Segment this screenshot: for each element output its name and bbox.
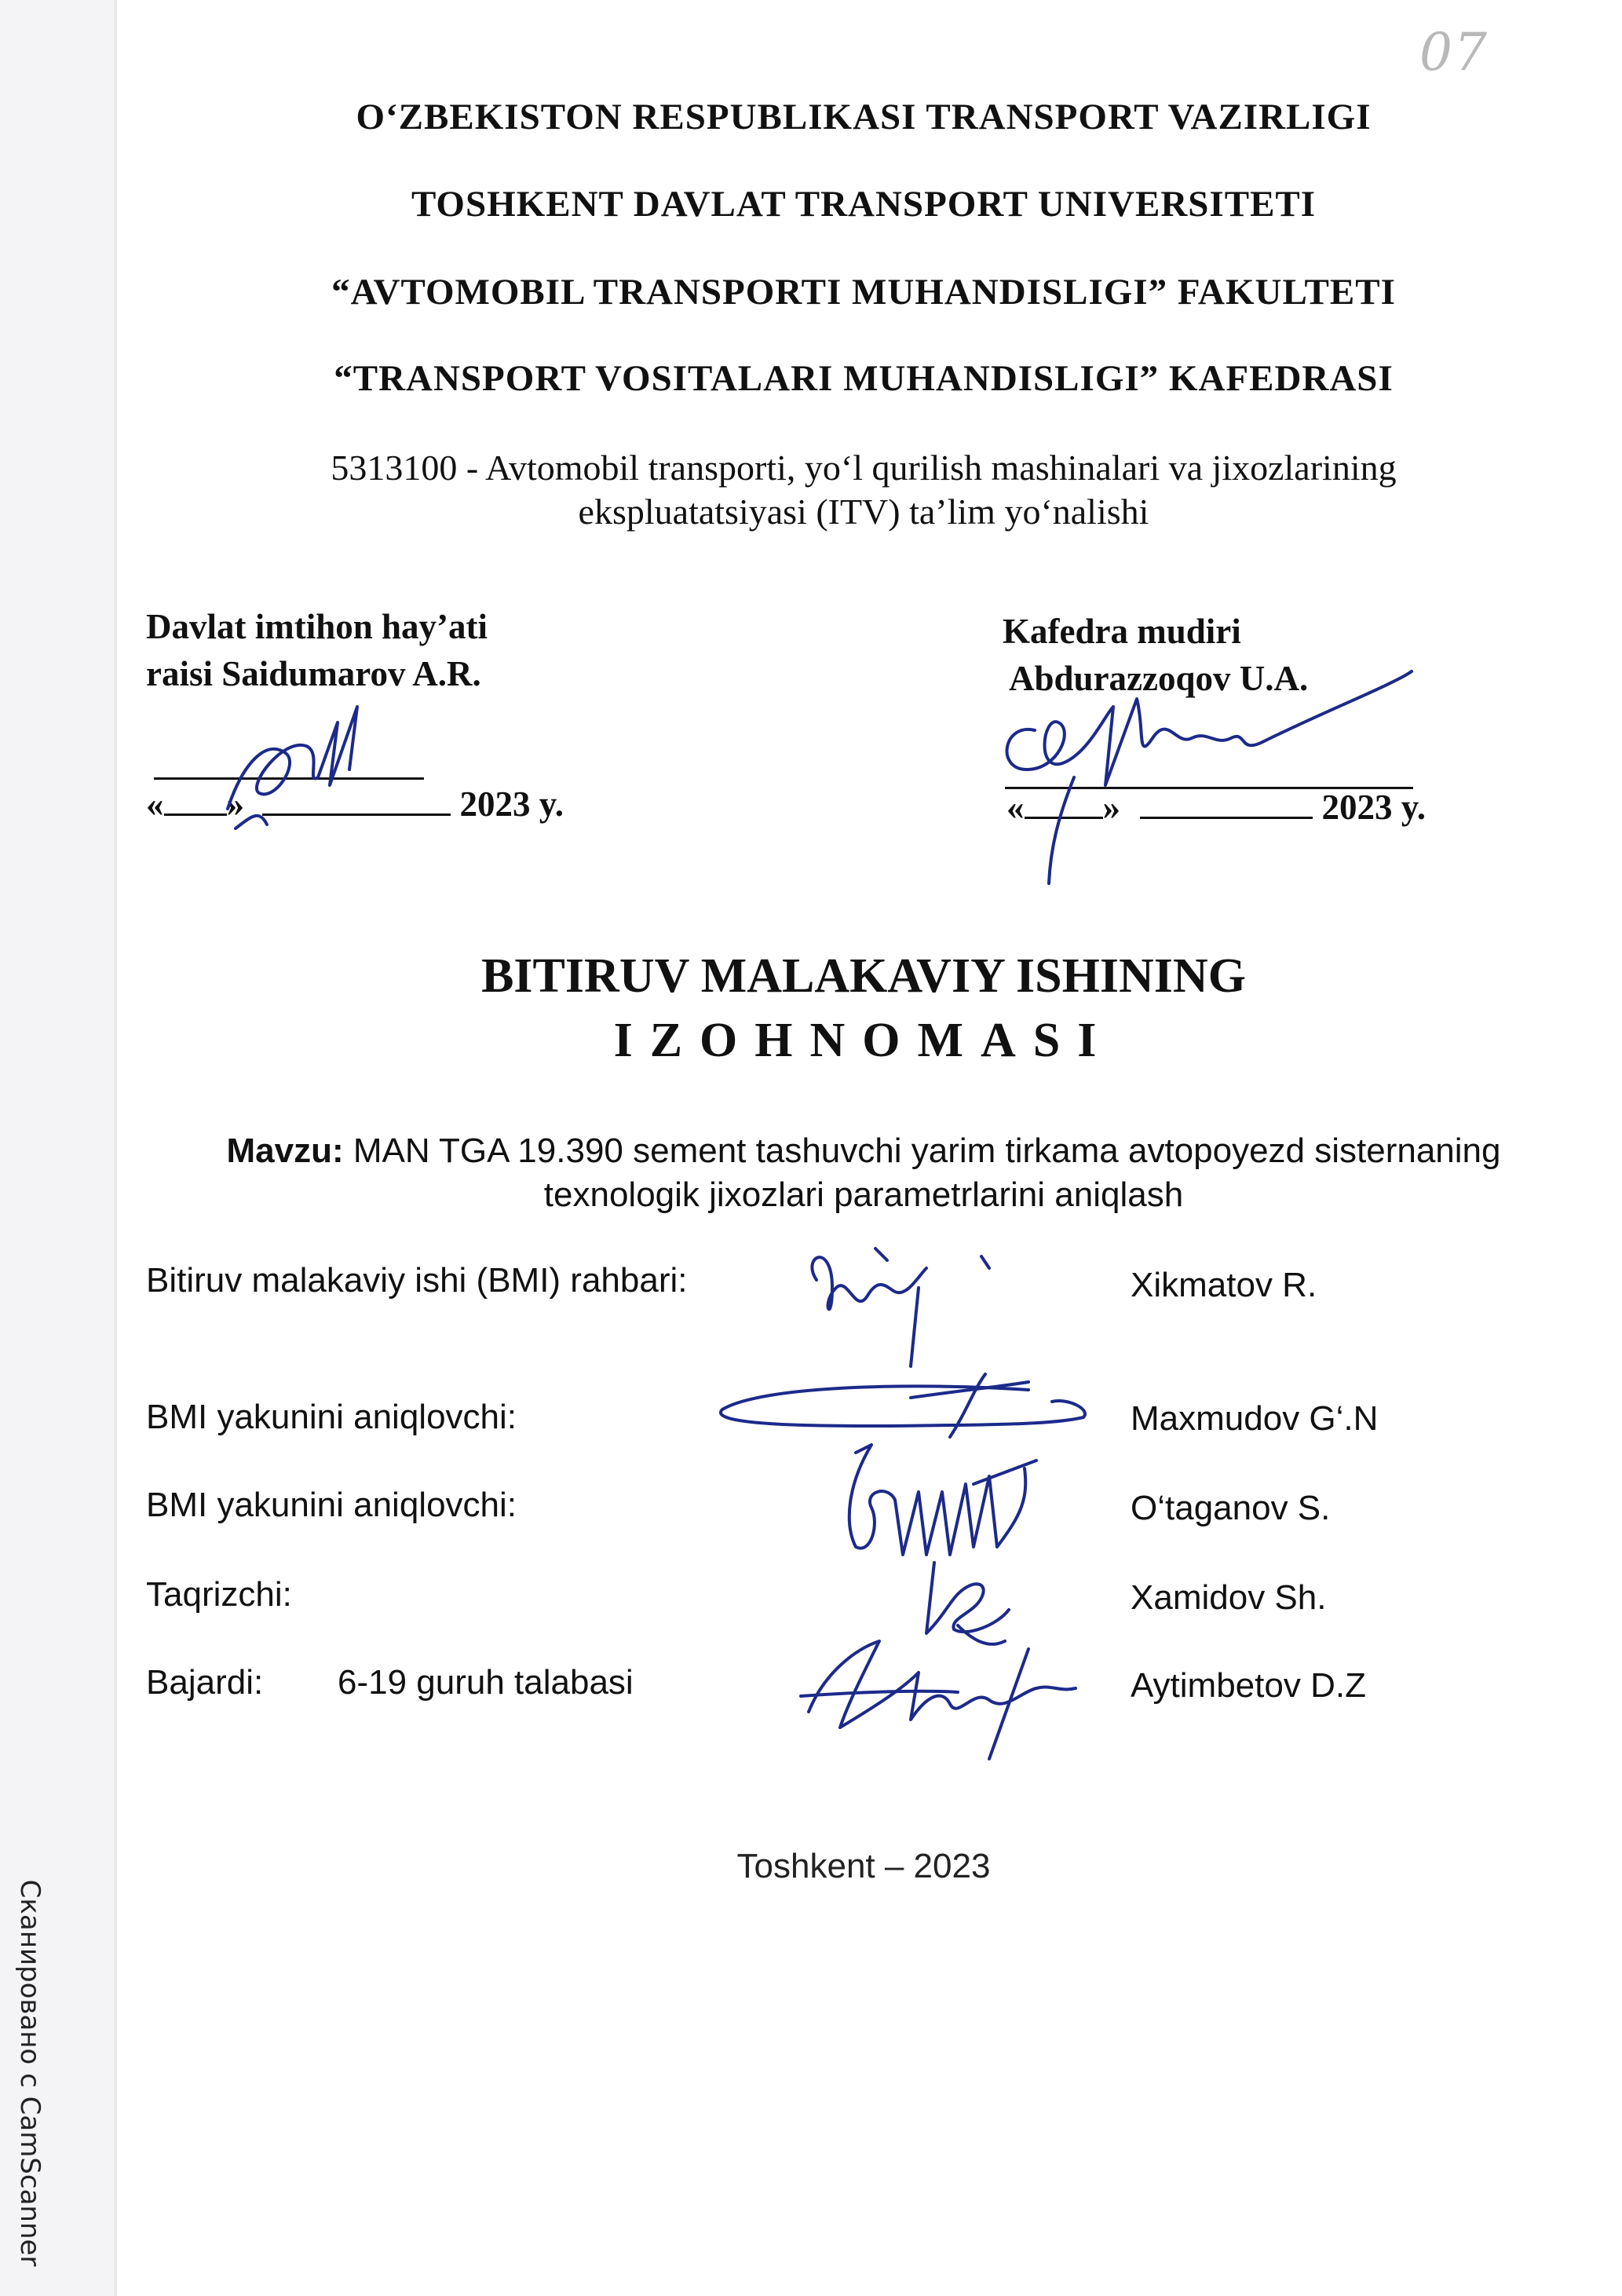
- year-right: 2023 y.: [1321, 788, 1427, 827]
- role-label-examiner-2: BMI yakunini aniqlovchi:: [146, 1486, 517, 1524]
- role-name-examiner-1: Maxmudov G‘.N: [1131, 1399, 1379, 1438]
- approval-left: [146, 603, 488, 697]
- role-label-examiner-1: BMI yakunini aniqlovchi:: [146, 1398, 517, 1436]
- camscanner-watermark: [6, 1869, 53, 2277]
- topic-label: Mavzu:: [226, 1132, 344, 1170]
- role-name-examiner-2: O‘taganov S.: [1131, 1489, 1331, 1527]
- role-name-performer: Aytimbetov D.Z: [1131, 1666, 1366, 1705]
- specialty-line-2: ekspluatatsiyasi (ITV) ta’lim yo‘nalishi: [578, 492, 1149, 532]
- approval-right-line-2: Abdurazzoqov U.A.: [1009, 659, 1309, 698]
- quote-open-left: «: [146, 784, 164, 824]
- specialty-line-1: 5313100 - Avtomobil transporti, yo‘l qurilish mashinalari va jixozlarining: [331, 448, 1397, 488]
- signature-chairman: [212, 691, 393, 848]
- role-label-reviewer: Taqrizchi:: [146, 1575, 292, 1614]
- approval-left-line-2: raisi Saidumarov A.R.: [146, 654, 481, 693]
- signature-performer: [793, 1618, 1091, 1767]
- role-name-supervisor: Xikmatov R.: [1131, 1266, 1317, 1304]
- quote-open-right: «: [1006, 788, 1025, 827]
- document-title-line-1: BITIRUV MALAKAVIY ISHINING: [481, 949, 1246, 1003]
- quote-close-right: »: [1102, 788, 1120, 827]
- scan-page-edge: [114, 0, 117, 2296]
- watermark-text: Сканировано с CamScanner: [14, 1879, 46, 2267]
- role-group-performer: 6-19 guruh talabasi: [338, 1663, 634, 1702]
- quote-close-left: »: [226, 784, 244, 824]
- approval-right-line-1: Kafedra mudiri: [1003, 612, 1241, 651]
- footer-city-year: Toshkent – 2023: [736, 1847, 991, 1885]
- department-title: “TRANSPORT VOSITALARI MUHANDISLIGI” KAFEDRASI: [334, 358, 1394, 399]
- page-number: 07: [1419, 22, 1489, 82]
- role-label-performer: Bajardi:: [146, 1663, 264, 1702]
- document-title-line-2: IZOHNOMASI: [613, 1014, 1114, 1067]
- topic-line-2: texnologik jixozlari parametrlarini aniqlash: [543, 1175, 1184, 1214]
- role-label-supervisor: Bitiruv malakaviy ishi (BMI) rahbari:: [146, 1261, 688, 1300]
- topic-text-1: MAN TGA 19.390 sement tashuvchi yarim tirkama avtopoyezd sisternaning: [343, 1132, 1501, 1170]
- faculty-title: “AVTOMOBIL TRANSPORTI MUHANDISLIGI” FAKULTETI: [331, 272, 1396, 313]
- approval-left-line-1: Davlat imtihon hay’ati: [146, 607, 488, 646]
- signature-department-head: [988, 667, 1427, 895]
- university-title: TOSHKENT DAVLAT TRANSPORT UNIVERSITETI: [411, 184, 1317, 225]
- ministry-title: O‘ZBEKISTON RESPUBLIKASI TRANSPORT VAZIRLIGI: [356, 97, 1372, 137]
- year-left: 2023 y.: [459, 784, 564, 824]
- role-name-reviewer: Xamidov Sh.: [1131, 1578, 1327, 1617]
- topic-line-1: [118, 1129, 1609, 1173]
